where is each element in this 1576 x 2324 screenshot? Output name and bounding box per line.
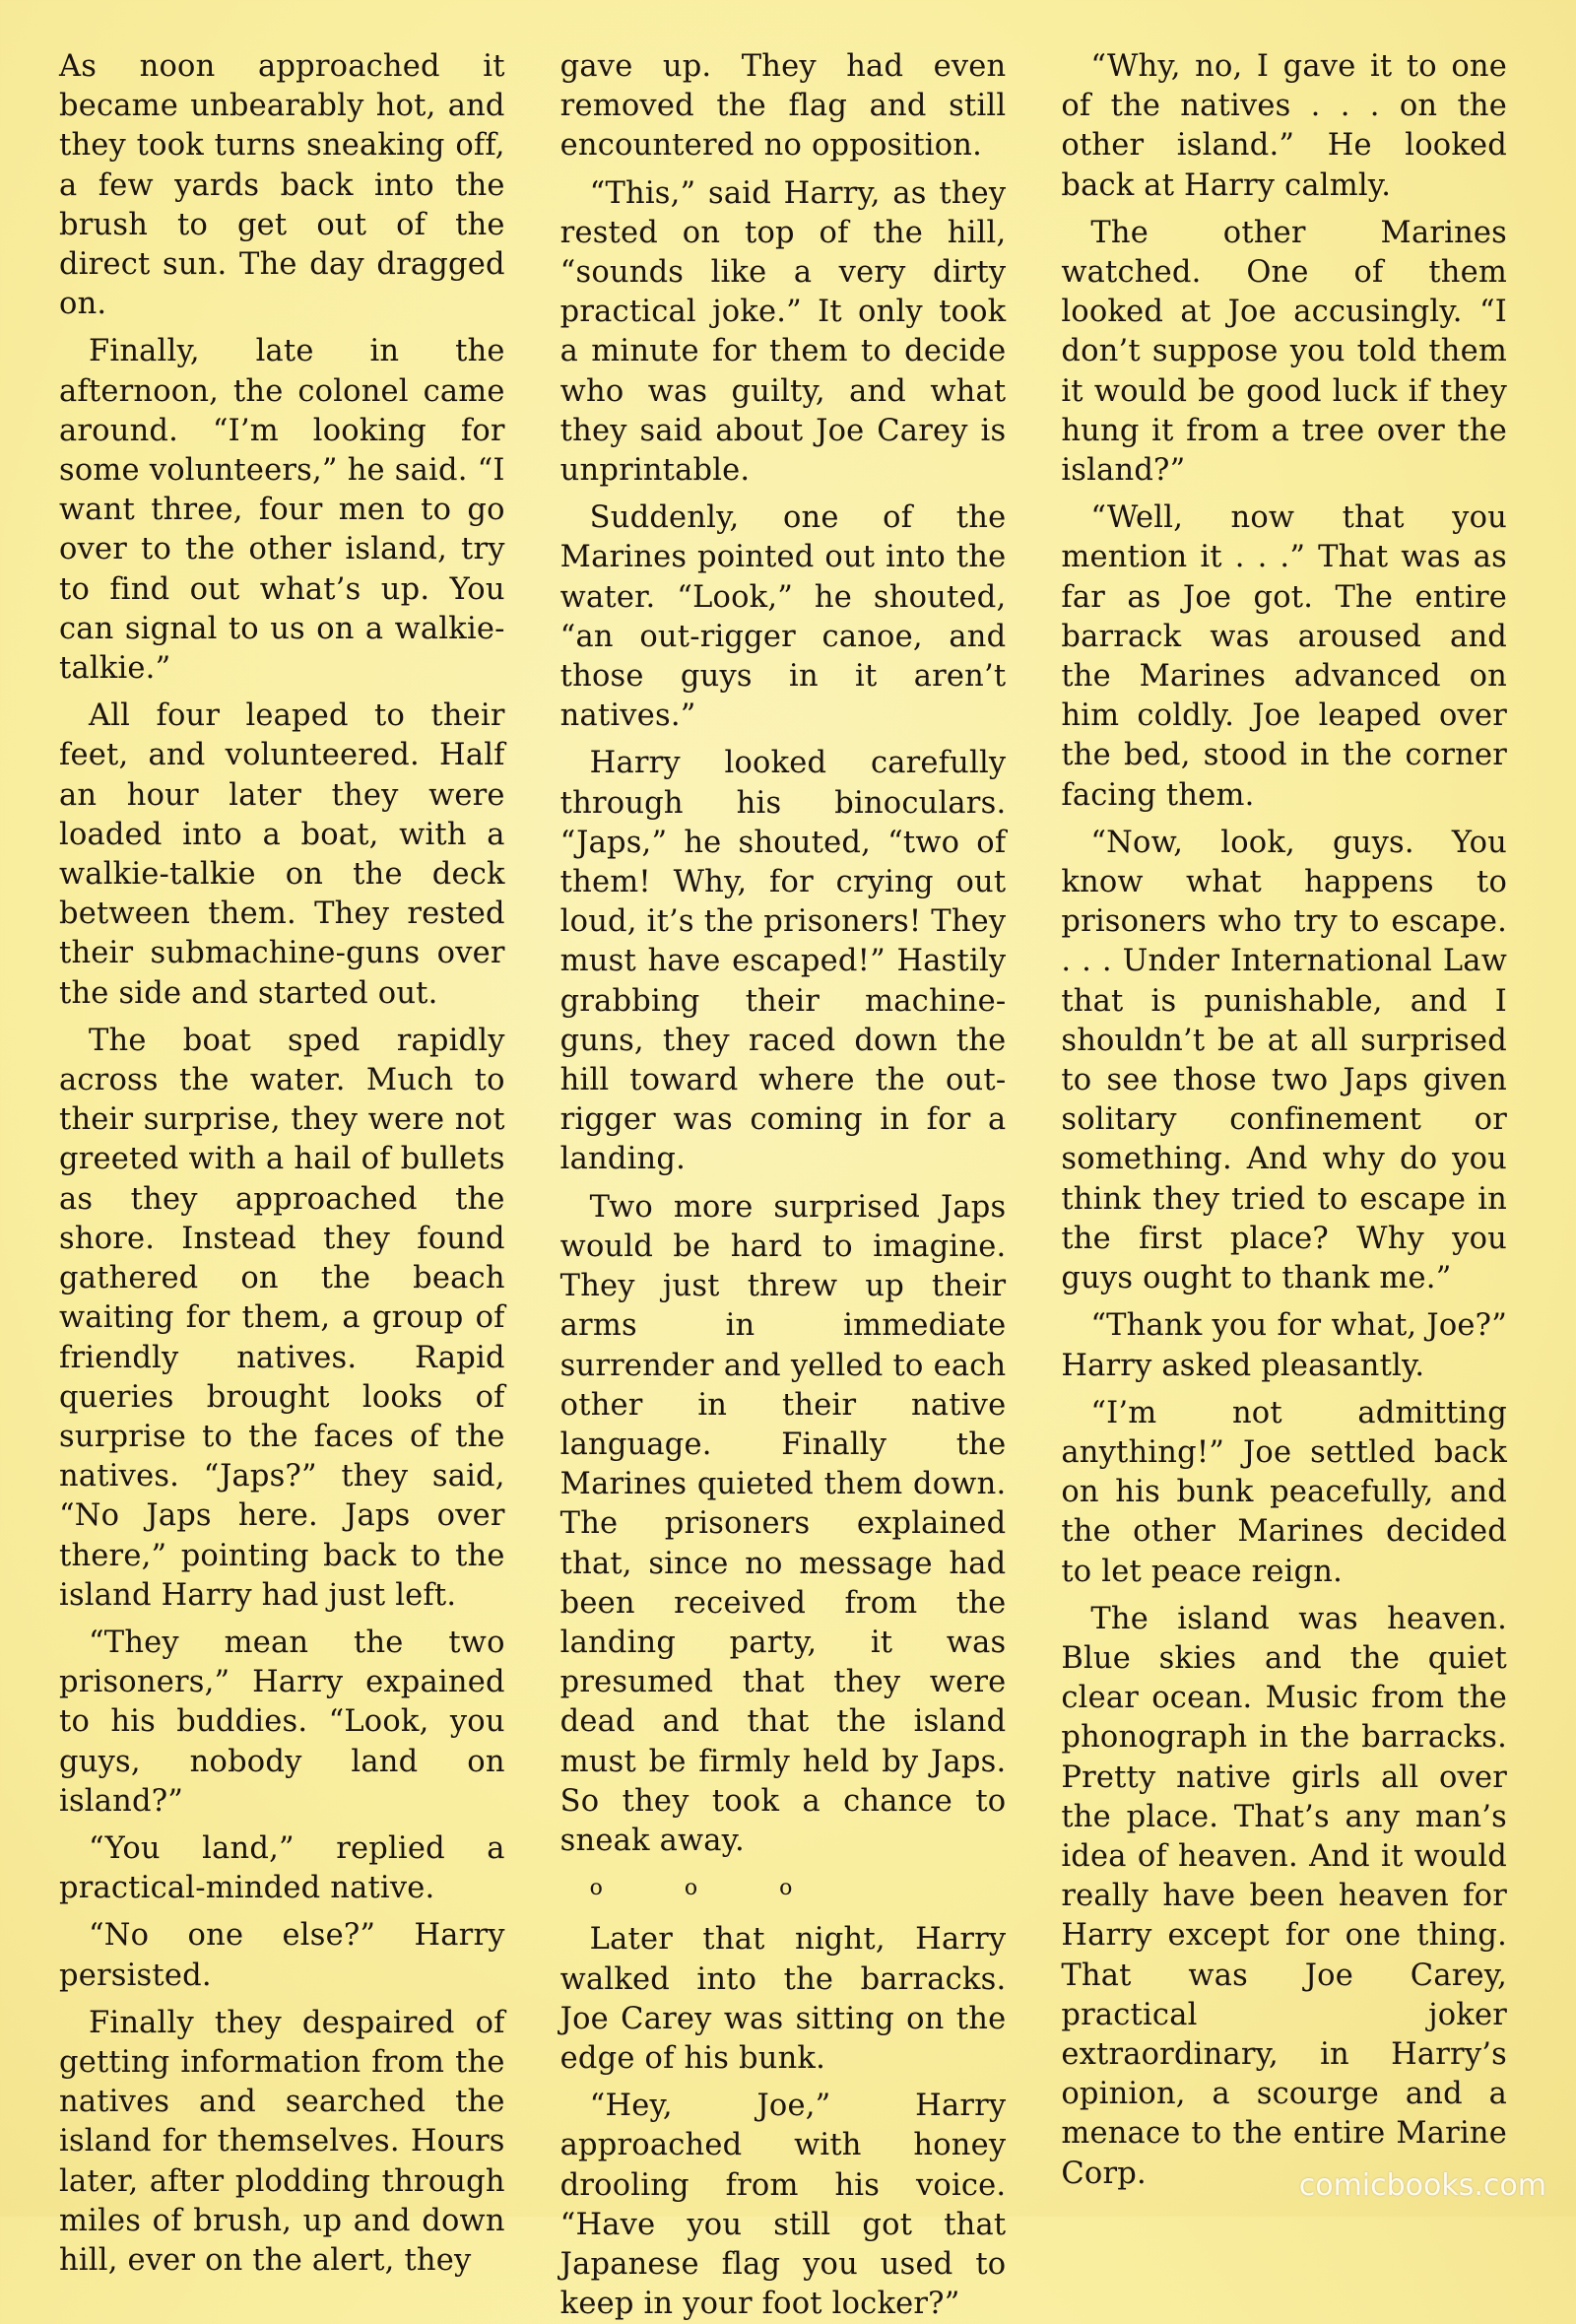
story-paragraph: The other Marines watched. One of them looked at Joe accusingly. “I don’t suppose you told them it would be good luck if they hung it from a tree over the island?” — [1061, 215, 1508, 489]
story-paragraph: Later that night, Harry walked into the barracks. Joe Carey was sitting on the edge of his bunk. — [559, 1922, 1007, 2076]
story-paragraph: Suddenly, one of the Marines pointed out into the water. “Look,” he shouted, “an out-rigger canoe, and those guys in it aren’t natives.” — [559, 500, 1007, 734]
story-paragraph: “Thank you for what, Joe?” Harry asked pleasantly. — [1061, 1308, 1508, 1383]
text-column-2 — [559, 47, 1007, 2322]
story-paragraph: Harry looked carefully through his binoculars. “Japs,” he shouted, “two of them! Why, for crying out loud, it’s the prisoners! They must have escaped!” Hastily grabbing their machine-guns, they raced down the hill toward where the out-rigger was coming in for a landing. — [559, 746, 1007, 1177]
text-column-3 — [1061, 47, 1507, 2217]
story-paragraph: gave up. They had even removed the flag and still encountered no opposition. — [559, 49, 1007, 164]
story-paragraph: “This,” said Harry, as they rested on top of the hill, “sounds like a very dirty practical joke.” It only took a minute for them to decide who was guilty, and what they said about Joe Carey is unprintable. — [559, 175, 1007, 489]
story-paragraph: Finally they despaired of getting information from the natives and searched the island for themselves. Hours later, after plodding through miles of brush, up and down hill, ever on the alert, they — [59, 2005, 505, 2278]
section-separator: o o o — [589, 1876, 830, 1901]
story-paragraph: The boat sped rapidly across the water. Much to their surprise, they were not greeted with a hail of bullets as they approached the shore. Instead they found gathered on the beach waiting for them, a group of friendly natives. Rapid queries brought looks of surprise to the faces of the natives. “Japs?” they said, “No Japs here. Japs over there,” pointing back to the island Harry had just left. — [59, 1023, 505, 1613]
story-paragraph: Two more surprised Japs would be hard to imagine. They just threw up their arms in immediate surrender and yelled to each other in their native language. Finally the Marines quieted them down. The prisoners explained that, since no message had been received from the landing party, it was presumed that they were dead and that the island must be firmly held by Japs. So they took a chance to sneak away. — [559, 1189, 1007, 1858]
story-paragraph: The island was heaven. Blue skies and the quiet clear ocean. Music from the phonograph in the barracks. Pretty native girls all over the place. That’s any man’s idea of heaven. And it would really have been heaven for Harry except for one thing. That was Joe Carey, practical joker extraordinary, in Harry’s opinion, a scourge and a menace to the entire Marine Corp. — [1061, 1601, 1508, 2191]
story-paragraph: “Well, now that you mention it . . .” That was as far as Joe got. The entire barrack was aroused and the Marines advanced on him coldly. Joe leaped over the bed, stood in the corner facing them. — [1061, 500, 1508, 813]
story-paragraph: “Hey, Joe,” Harry approached with honey drooling from his voice. “Have you still got that Japanese flag you used to keep in your foot locker?” — [559, 2089, 1007, 2322]
story-paragraph: “They mean the two prisoners,” Harry expained to his buddies. “Look, you guys, nobody land on island?” — [59, 1625, 505, 1819]
site-watermark: comicbooks.com — [1298, 2168, 1546, 2203]
story-paragraph: “You land,” replied a practical-minded native. — [59, 1830, 505, 1906]
story-paragraph: “I’m not admitting anything!” Joe settled back on his bunk peacefully, and the other Marines decided to let peace reign. — [1061, 1395, 1508, 1589]
story-paragraph: All four leaped to their feet, and volunteered. Half an hour later they were loaded into a boat, with a walkie-talkie on the deck between them. They rested their submachine-guns over the side and started out. — [59, 698, 505, 1011]
story-paragraph: Finally, late in the afternoon, the colonel came around. “I’m looking for some volunteers,” he said. “I want three, four men to go over to the other island, try to find out what’s up. You can signal to us on a walkie-talkie.” — [59, 334, 505, 687]
story-paragraph: As noon approached it became unbearably hot, and they took turns sneaking off, a few yards back into the brush to get out of the direct sun. The day dragged on. — [59, 49, 505, 322]
story-paragraph: “Why, no, I gave it to one of the natives . . . on the other island.” He looked back at Harry calmly. — [1061, 49, 1508, 203]
story-paragraph: “No one else?” Harry persisted. — [59, 1918, 505, 1993]
story-paragraph: “Now, look, guys. You know what happens to prisoners who try to escape. . . . Under International Law that is punishable, and I shouldn’t be at all surprised to see those two Japs given solitary confinement or something. And why do you think they tried to escape in the first place? Why you guys ought to thank me.” — [1061, 825, 1508, 1296]
text-column-1 — [59, 47, 505, 2278]
